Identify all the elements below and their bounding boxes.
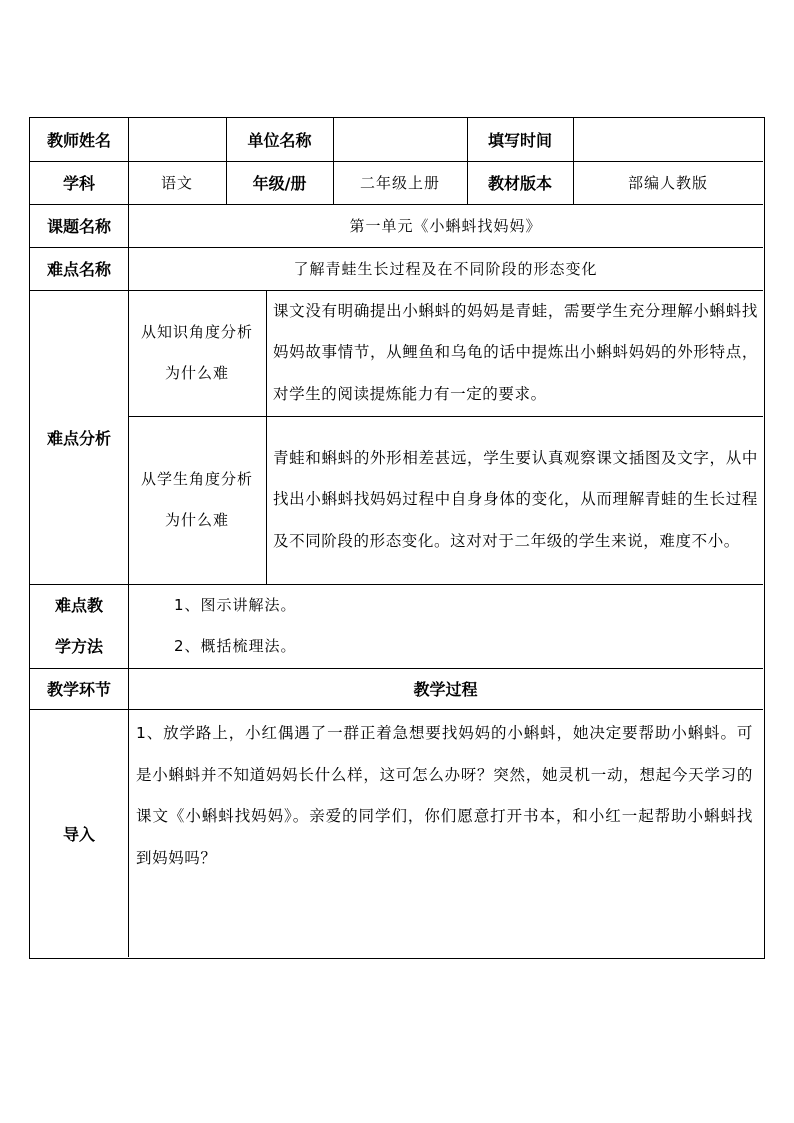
- teaching-stage-header: 教学环节: [46, 680, 111, 699]
- fill-time-value[interactable]: [573, 118, 763, 161]
- fill-time-label: 填写时间: [487, 131, 552, 150]
- teacher-name-value[interactable]: [128, 118, 226, 161]
- difficulty-label: 难点名称: [46, 260, 111, 279]
- lesson-plan-table: [29, 117, 765, 959]
- knowledge-angle-text: 课文没有明确提出小蝌蚪的妈妈是青蛙，需要学生充分理解小蝌蚪找妈妈故事情节，从鲤鱼和乌龟的话中提炼出小蝌蚪妈妈的外形特点，对学生的阅读提炼能力有一定的要求。: [273, 301, 758, 403]
- intro-label: 导入: [62, 824, 95, 844]
- unit-name-value[interactable]: [333, 118, 467, 161]
- teacher-name-label: 教师姓名: [46, 131, 111, 150]
- student-angle-label: 从学生角度分析为什么难: [140, 470, 253, 529]
- topic-value: 第一单元《小蝌蚪找妈妈》: [349, 217, 542, 235]
- method-item: 1、图示讲解法。: [174, 596, 297, 614]
- method-item: 2、概括梳理法。: [174, 637, 297, 655]
- grade-label: 年级/册: [252, 174, 307, 193]
- knowledge-angle-label: 从知识角度分析为什么难: [140, 323, 253, 382]
- subject-label: 学科: [62, 174, 95, 193]
- method-list: [128, 584, 763, 668]
- method-label: 难点教学方法: [54, 596, 103, 656]
- subject-value: 语文: [160, 174, 193, 192]
- unit-name-label: 单位名称: [247, 131, 312, 150]
- analysis-label: 难点分析: [46, 428, 111, 448]
- intro-text: 1、放学路上，小红偶遇了一群正着急想要找妈妈的小蝌蚪，她决定要帮助小蝌蚪。可是小蝌蚪并不知道妈妈长什么样，这可怎么办呀？突然，她灵机一动，想起今天学习的课文《小蝌蚪找妈妈》。亲爱的同学们，你们愿意打开书本，和小红一起帮助小蝌蚪找到妈妈吗？: [136, 724, 753, 867]
- difficulty-value: 了解青蛙生长过程及在不同阶段的形态变化: [293, 260, 598, 278]
- textbook-value: 部编人教版: [627, 174, 708, 192]
- grade-value: 二年级上册: [359, 174, 440, 192]
- textbook-label: 教材版本: [487, 174, 552, 193]
- student-angle-text: 青蛙和蝌蚪的外形相差甚远，学生要认真观察课文插图及文字，从中找出小蝌蚪找妈妈过程中自身身体的变化，从而理解青蛙的生长过程及不同阶段的形态变化。这对对于二年级的学生来说，难度不小。: [273, 448, 758, 550]
- topic-label: 课题名称: [46, 217, 111, 236]
- teaching-process-header: 教学过程: [413, 680, 478, 699]
